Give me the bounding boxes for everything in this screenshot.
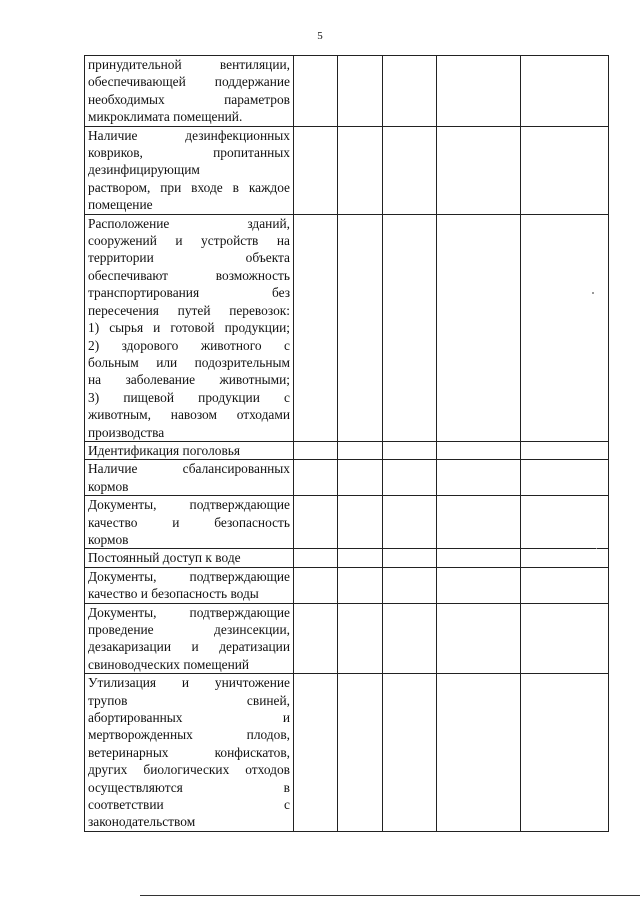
requirement-line: больным или подозрительным bbox=[88, 354, 290, 370]
answer-cell[interactable] bbox=[383, 603, 437, 674]
requirement-cell bbox=[85, 126, 294, 214]
requirement-line: Наличие дезинфекционных bbox=[88, 127, 290, 143]
requirement-line: сооружений и устройств на bbox=[88, 233, 290, 249]
requirement-cell bbox=[85, 441, 294, 459]
answer-cell[interactable] bbox=[437, 674, 521, 832]
requirement-line: других биологических отходов bbox=[88, 762, 290, 778]
requirement-line: микроклимата помещений. bbox=[88, 109, 243, 125]
requirement-line: 1) сырья и готовой продукции; bbox=[88, 320, 290, 336]
requirement-line: дезакаризации и дератизации bbox=[88, 639, 290, 655]
answer-cell[interactable] bbox=[521, 567, 609, 603]
answer-cell[interactable] bbox=[294, 549, 338, 567]
requirement-line: осуществляются в bbox=[88, 779, 290, 795]
requirement-cell bbox=[85, 56, 294, 127]
answer-cell[interactable] bbox=[437, 214, 521, 441]
requirement-cell bbox=[85, 496, 294, 549]
requirement-line: проведение дезинсекции, bbox=[88, 622, 290, 637]
checklist-table-body bbox=[85, 56, 609, 832]
table-row bbox=[85, 126, 609, 214]
requirement-line: абортированных и bbox=[88, 710, 290, 726]
answer-cell[interactable] bbox=[521, 126, 609, 214]
requirement-line: соответствии с bbox=[88, 797, 290, 813]
answer-cell[interactable] bbox=[437, 549, 521, 567]
answer-cell[interactable] bbox=[521, 460, 609, 496]
requirement-line: ковриков, пропитанных bbox=[88, 145, 290, 161]
answer-cell[interactable] bbox=[383, 441, 437, 459]
answer-cell[interactable] bbox=[521, 603, 609, 674]
requirement-line: законодательством bbox=[88, 814, 196, 830]
answer-cell[interactable] bbox=[383, 56, 437, 127]
scan-speck bbox=[596, 548, 597, 549]
requirement-line: Наличие сбалансированных bbox=[88, 461, 290, 477]
answer-cell[interactable] bbox=[338, 126, 383, 214]
answer-cell[interactable] bbox=[521, 441, 609, 459]
requirement-line: принудительной вентиляции, bbox=[88, 57, 290, 72]
answer-cell[interactable] bbox=[437, 567, 521, 603]
answer-cell[interactable] bbox=[294, 441, 338, 459]
answer-cell[interactable] bbox=[294, 56, 338, 127]
answer-cell[interactable] bbox=[437, 126, 521, 214]
answer-cell[interactable] bbox=[383, 214, 437, 441]
requirement-line: 3) пищевой продукции с bbox=[88, 389, 290, 405]
requirement-line: кормов bbox=[88, 531, 129, 547]
answer-cell[interactable] bbox=[294, 567, 338, 603]
requirement-line: 2) здорового животного с bbox=[88, 337, 290, 353]
table-row bbox=[85, 441, 609, 459]
requirement-cell bbox=[85, 674, 294, 832]
answer-cell[interactable] bbox=[437, 603, 521, 674]
requirement-line: территории объекта bbox=[88, 250, 290, 266]
table-row bbox=[85, 567, 609, 603]
table-row bbox=[85, 460, 609, 496]
requirement-line: Документы, подтверждающие bbox=[88, 568, 290, 584]
answer-cell[interactable] bbox=[437, 56, 521, 127]
requirement-line: Документы, подтверждающие bbox=[88, 604, 290, 620]
requirement-line: Утилизация и уничтожение bbox=[88, 675, 290, 691]
answer-cell[interactable] bbox=[383, 567, 437, 603]
requirement-line: Постоянный доступ к воде bbox=[88, 550, 241, 566]
requirement-cell bbox=[85, 567, 294, 603]
requirement-line: качество и безопасность bbox=[88, 514, 290, 530]
requirement-cell bbox=[85, 460, 294, 496]
requirement-line: Расположение зданий, bbox=[88, 215, 290, 231]
page-number: 5 bbox=[317, 30, 323, 42]
requirement-line: кормов bbox=[88, 478, 129, 494]
requirement-line: качество и безопасность воды bbox=[88, 586, 259, 602]
answer-cell[interactable] bbox=[294, 496, 338, 549]
answer-cell[interactable] bbox=[383, 496, 437, 549]
requirement-line: мертворожденных плодов, bbox=[88, 727, 290, 743]
answer-cell[interactable] bbox=[338, 56, 383, 127]
requirement-line: Документы, подтверждающие bbox=[88, 497, 290, 513]
answer-cell[interactable] bbox=[383, 674, 437, 832]
answer-cell[interactable] bbox=[294, 126, 338, 214]
requirement-line: трупов свиней, bbox=[88, 692, 290, 708]
table-row bbox=[85, 674, 609, 832]
answer-cell[interactable] bbox=[294, 674, 338, 832]
requirement-line: пересечения путей перевозок: bbox=[88, 302, 290, 318]
answer-cell[interactable] bbox=[338, 674, 383, 832]
answer-cell[interactable] bbox=[338, 603, 383, 674]
answer-cell[interactable] bbox=[437, 496, 521, 549]
answer-cell[interactable] bbox=[437, 460, 521, 496]
answer-cell[interactable] bbox=[338, 460, 383, 496]
requirement-line: производства bbox=[88, 424, 165, 440]
requirement-line: обеспечивающей поддержание bbox=[88, 74, 290, 90]
requirement-line: свиноводческих помещений bbox=[88, 656, 250, 672]
answer-cell[interactable] bbox=[437, 441, 521, 459]
requirement-cell bbox=[85, 549, 294, 567]
answer-cell[interactable] bbox=[521, 496, 609, 549]
requirement-cell bbox=[85, 603, 294, 674]
answer-cell[interactable] bbox=[338, 549, 383, 567]
scan-speck bbox=[592, 292, 594, 294]
answer-cell[interactable] bbox=[294, 460, 338, 496]
answer-cell[interactable] bbox=[294, 214, 338, 441]
table-row bbox=[85, 56, 609, 127]
answer-cell[interactable] bbox=[338, 567, 383, 603]
answer-cell[interactable] bbox=[521, 56, 609, 127]
requirement-line: ветеринарных конфискатов, bbox=[88, 744, 290, 760]
answer-cell[interactable] bbox=[521, 549, 609, 567]
answer-cell[interactable] bbox=[338, 214, 383, 441]
requirement-line: транспортирования без bbox=[88, 285, 290, 301]
answer-cell[interactable] bbox=[383, 126, 437, 214]
requirement-cell bbox=[85, 214, 294, 441]
answer-cell[interactable] bbox=[521, 214, 609, 441]
answer-cell[interactable] bbox=[338, 496, 383, 549]
requirement-line: необходимых параметров bbox=[88, 91, 290, 107]
table-row bbox=[85, 496, 609, 549]
answer-cell[interactable] bbox=[383, 460, 437, 496]
table-row bbox=[85, 214, 609, 441]
bottom-rule bbox=[140, 895, 640, 896]
table-row bbox=[85, 603, 609, 674]
requirement-line: помещение bbox=[88, 197, 153, 213]
checklist-table bbox=[84, 55, 609, 832]
answer-cell[interactable] bbox=[294, 603, 338, 674]
requirement-line: обеспечивают возможность bbox=[88, 267, 290, 283]
requirement-line: дезинфицирующим bbox=[88, 162, 200, 178]
answer-cell[interactable] bbox=[383, 549, 437, 567]
answer-cell[interactable] bbox=[338, 441, 383, 459]
requirement-line: Идентификация поголовья bbox=[88, 442, 241, 458]
requirement-line: на заболевание животными; bbox=[88, 372, 290, 388]
requirement-line: животным, навозом отходами bbox=[88, 407, 290, 423]
requirement-line: раствором, при входе в каждое bbox=[88, 179, 290, 195]
answer-cell[interactable] bbox=[521, 674, 609, 832]
table-row bbox=[85, 549, 609, 567]
